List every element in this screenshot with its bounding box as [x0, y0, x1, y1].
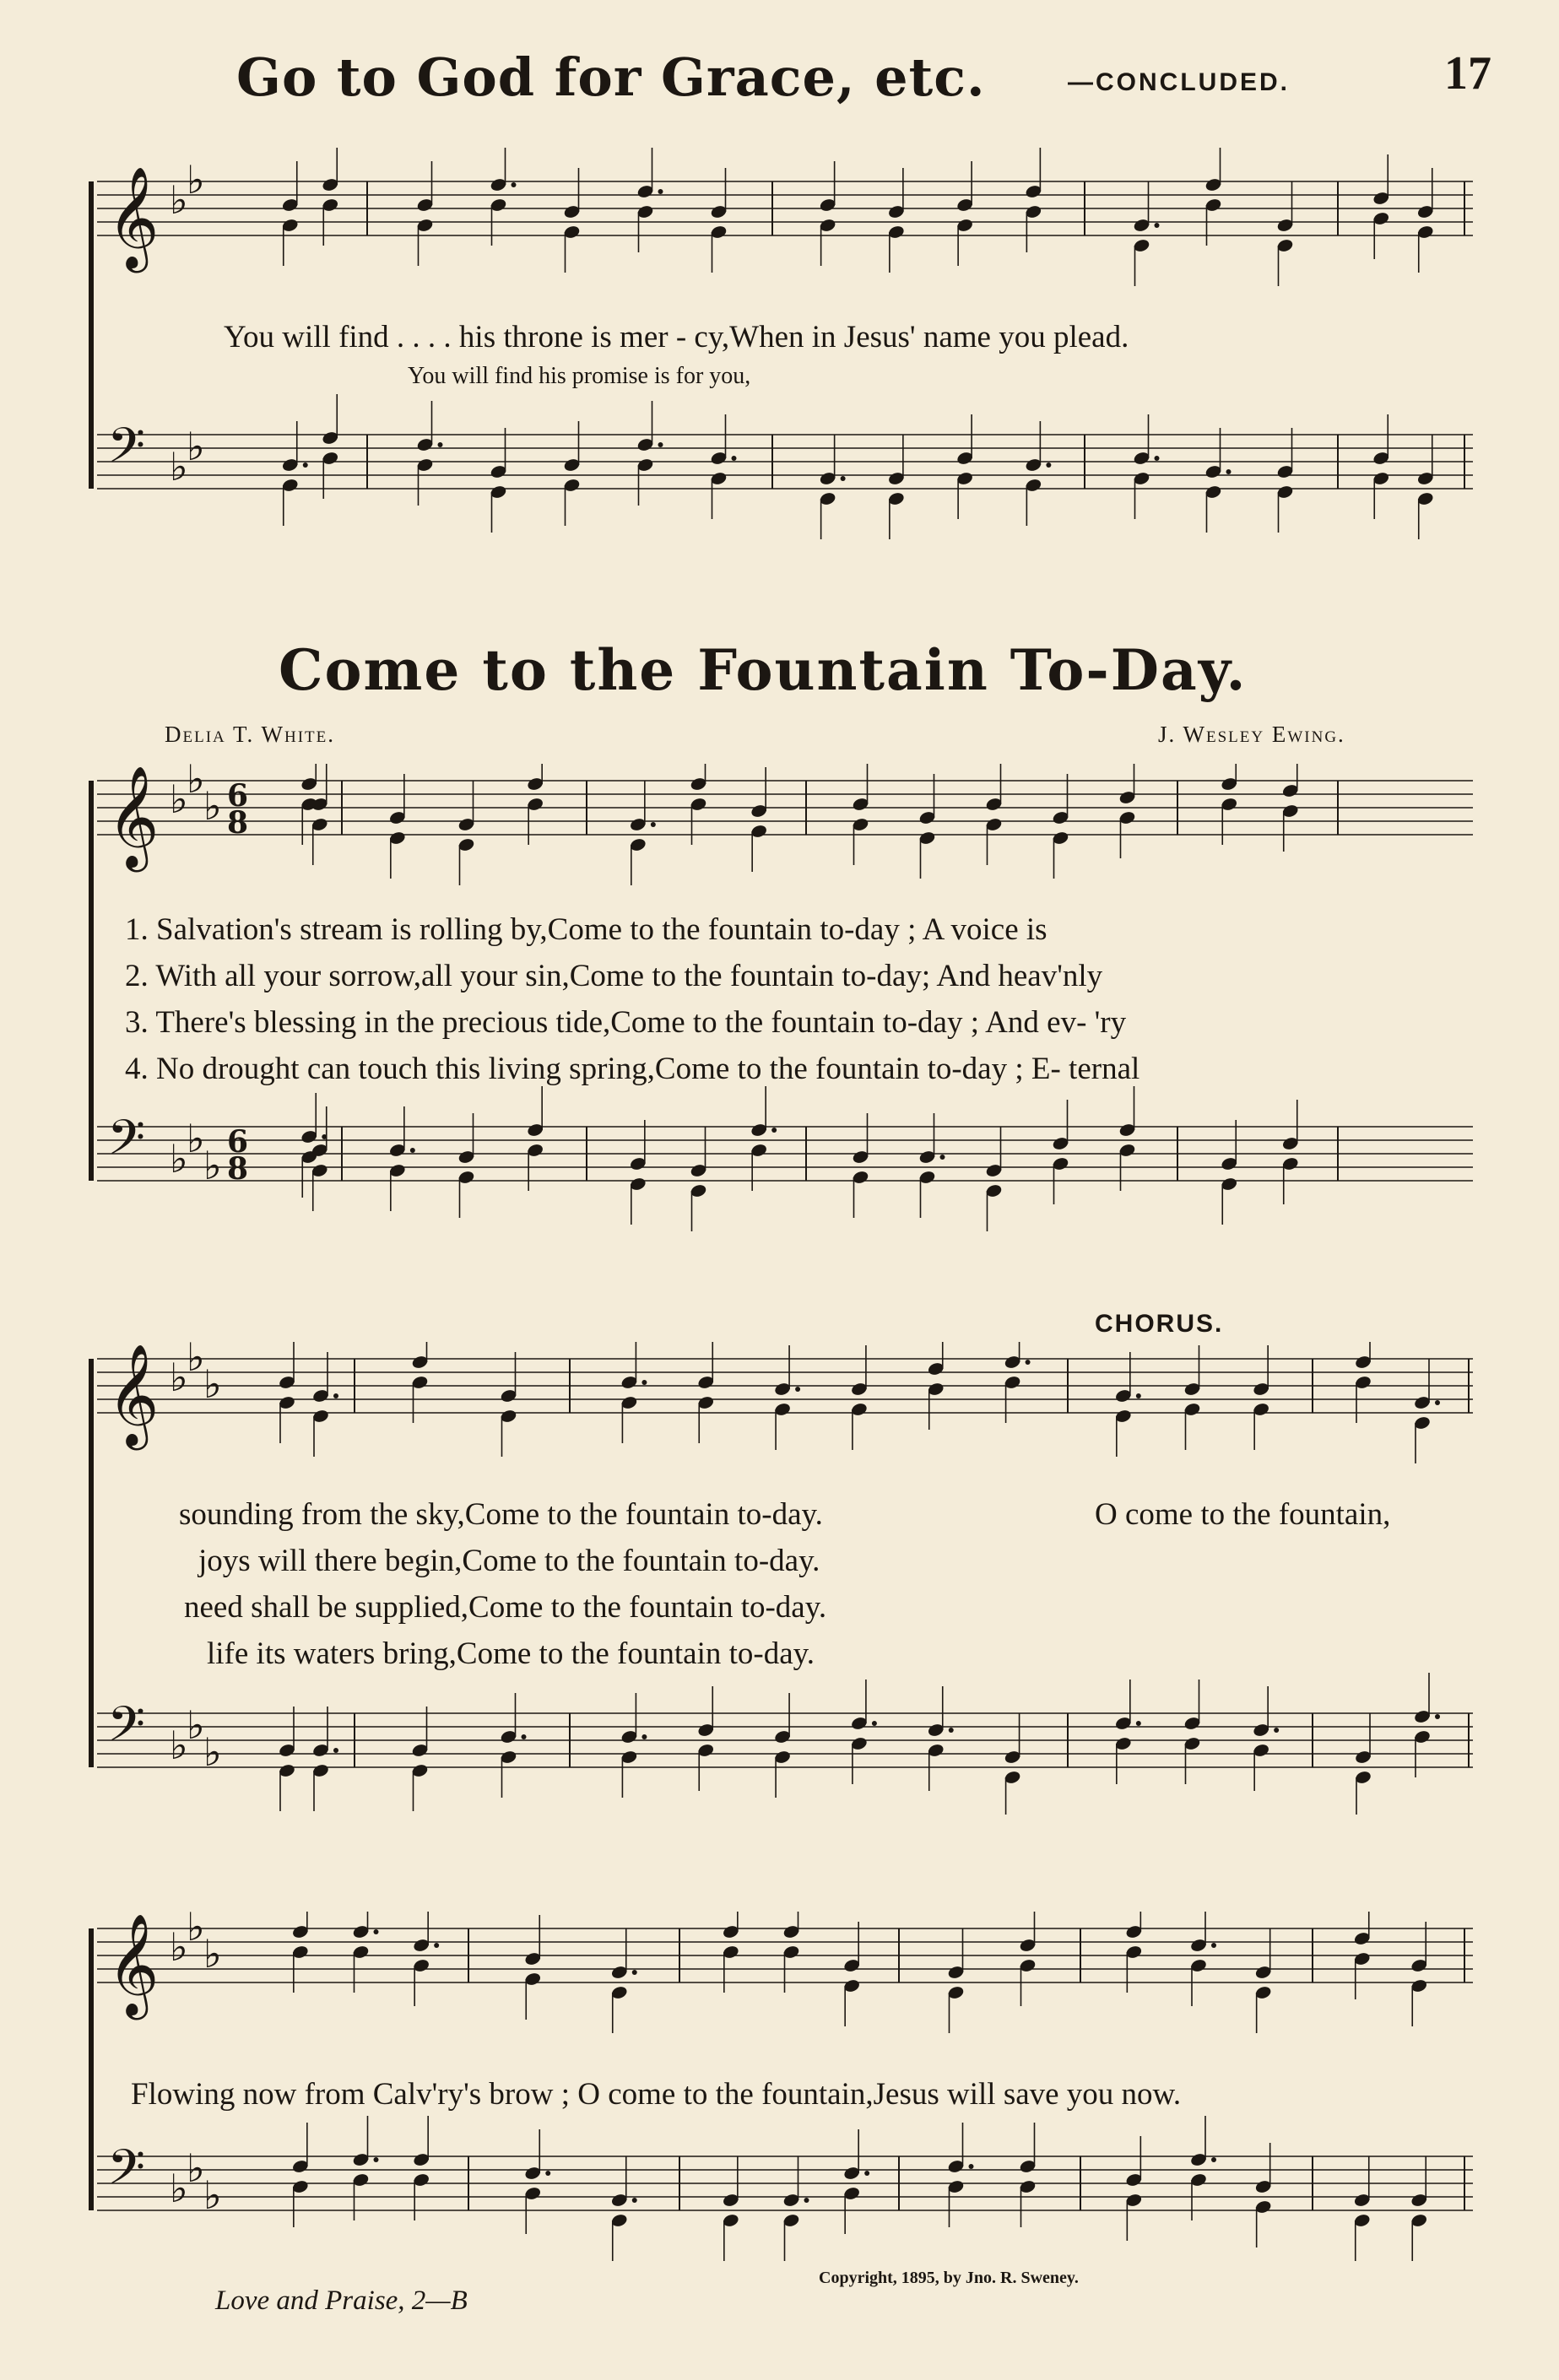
dot	[333, 1393, 338, 1398]
section1-inner-lyric: You will find his promise is for you,	[408, 363, 751, 389]
time-signature-bottom: 8	[227, 1151, 249, 1187]
dot	[545, 2171, 550, 2176]
dot	[841, 476, 846, 481]
dot	[303, 462, 308, 468]
dot	[804, 2198, 809, 2203]
dot	[771, 1128, 777, 1133]
dot	[374, 2157, 379, 2162]
flat-sign-icon: ♭	[170, 177, 188, 223]
flat-sign-icon: ♭	[203, 1729, 222, 1775]
system-bracket	[89, 1928, 94, 2210]
dot	[1046, 462, 1051, 468]
verse-line-4: 4. No drought can touch this living spring,Come to the fountain to-day ; E- ternal	[125, 1052, 1140, 1086]
dot	[658, 189, 663, 194]
verse-line-1: 1. Salvation's stream is rolling by,Come to the fountain to-day ; A voice is	[125, 912, 1047, 947]
bass-clef-icon: 𝄢	[107, 2139, 146, 2208]
verse-end-line-3: need shall be supplied,Come to the fountain to-day.	[184, 1590, 827, 1625]
flat-sign-icon: ♭	[170, 1924, 188, 1970]
bass-clef-icon: 𝄢	[107, 1696, 146, 1765]
chorus-line-lyric: Flowing now from Calv'ry's brow ; O come to the fountain,Jesus will save you now.	[131, 2077, 1182, 2112]
dot	[522, 1734, 527, 1739]
page-header	[236, 46, 1491, 114]
system-2-staves	[89, 764, 1481, 1236]
dot	[434, 1943, 439, 1948]
system-bracket	[89, 181, 94, 489]
flat-sign-icon: ♭	[203, 783, 222, 829]
flat-sign-icon: ♭	[203, 2172, 222, 2218]
system-2-notes	[89, 764, 1473, 1231]
flat-sign-icon: ♭	[170, 1723, 188, 1768]
dot	[732, 456, 737, 461]
system-bracket	[89, 1359, 94, 1767]
system-2	[89, 764, 1481, 1236]
dot	[1155, 223, 1160, 228]
flat-sign-icon: ♭	[187, 1116, 205, 1161]
dot	[438, 442, 443, 447]
treble-clef-icon: 𝄞	[107, 165, 160, 268]
dot	[1211, 2157, 1216, 2162]
dot	[658, 442, 663, 447]
dot	[1211, 1943, 1216, 1948]
time-signature-bottom: 8	[227, 805, 249, 841]
dot	[1026, 1360, 1031, 1365]
flat-sign-icon: ♭	[187, 424, 205, 469]
verse-line-3: 3. There's blessing in the precious tide,Come to the fountain to-day ; And ev- 'ry	[125, 1005, 1127, 1040]
treble-clef-icon: 𝄞	[107, 1343, 160, 1446]
copyright-notice: Copyright, 1895, by Jno. R. Sweney.	[819, 2269, 1079, 2287]
song-author: Delia T. White.	[165, 722, 336, 747]
flat-sign-icon: ♭	[203, 1143, 222, 1188]
song-title: Come to the Fountain To-Day.	[279, 637, 1248, 703]
treble-clef-icon: 𝄞	[107, 1912, 160, 2015]
verse-end-line-2: joys will there begin,Come to the fountain to-day.	[198, 1544, 820, 1578]
verse-line-2: 2. With all your sorrow,all your sin,Come to the fountain to-day; And heav'nly	[125, 959, 1103, 993]
flat-sign-icon: ♭	[203, 1931, 222, 1977]
flat-sign-icon: ♭	[170, 776, 188, 822]
dot	[864, 2171, 869, 2176]
flat-sign-icon: ♭	[187, 1912, 205, 1950]
time-signature-top: 6	[227, 1124, 249, 1160]
flat-sign-icon: ♭	[170, 1136, 188, 1182]
flat-sign-icon: ♭	[187, 1702, 205, 1748]
dot	[949, 1728, 954, 1733]
dot	[333, 1748, 338, 1753]
flat-sign-icon: ♭	[170, 2166, 188, 2211]
dot	[1435, 1400, 1440, 1405]
book-source: Love and Praise, 2—B	[215, 2285, 468, 2316]
flat-sign-icon: ♭	[203, 1361, 222, 1407]
flat-sign-icon: ♭	[187, 764, 205, 802]
concluded-label: —CONCLUDED.	[1068, 68, 1290, 96]
chorus-start-lyric: O come to the fountain,	[1095, 1497, 1391, 1532]
chorus-label: CHORUS.	[1095, 1310, 1224, 1338]
flat-sign-icon: ♭	[170, 444, 188, 490]
flat-sign-icon: ♭	[170, 1355, 188, 1400]
dot	[969, 2164, 974, 2169]
dot	[1274, 1728, 1279, 1733]
dot	[632, 1970, 637, 1975]
verse-end-line-4: life its waters bring,Come to the fountain to-day.	[207, 1636, 815, 1671]
dot	[1226, 469, 1232, 474]
page-number: 17	[1444, 47, 1491, 100]
dot	[795, 1387, 800, 1392]
dot	[632, 2198, 637, 2203]
dot	[651, 822, 656, 827]
dot	[1136, 1393, 1141, 1398]
dot	[940, 1155, 945, 1160]
dot	[641, 1734, 647, 1739]
dot	[641, 1380, 647, 1385]
song-composer: J. Wesley Ewing.	[1158, 722, 1345, 747]
flat-sign-icon: ♭	[187, 2145, 205, 2191]
dot	[1435, 1714, 1440, 1719]
flat-sign-icon: ♭	[187, 1342, 205, 1380]
dot	[374, 1929, 379, 1934]
flat-sign-icon: ♭	[187, 157, 205, 203]
dot	[1155, 456, 1160, 461]
dot	[1136, 1721, 1141, 1726]
treble-clef-icon: 𝄞	[107, 765, 160, 868]
time-signature-top: 6	[227, 778, 249, 814]
bass-clef-icon: 𝄢	[107, 1109, 146, 1178]
section1-treble-lyric: You will find . . . . his throne is mer - cy,When in Jesus' name you plead.	[224, 320, 1129, 354]
previous-hymn-title: Go to God for Grace, etc.	[236, 46, 986, 108]
verse-end-line-1: sounding from the sky,Come to the fountain to-day.	[179, 1497, 823, 1532]
system-bracket	[89, 781, 94, 1181]
bass-clef-icon: 𝄢	[107, 417, 146, 486]
dot	[410, 1148, 415, 1153]
dot	[512, 182, 517, 187]
dot	[872, 1721, 877, 1726]
